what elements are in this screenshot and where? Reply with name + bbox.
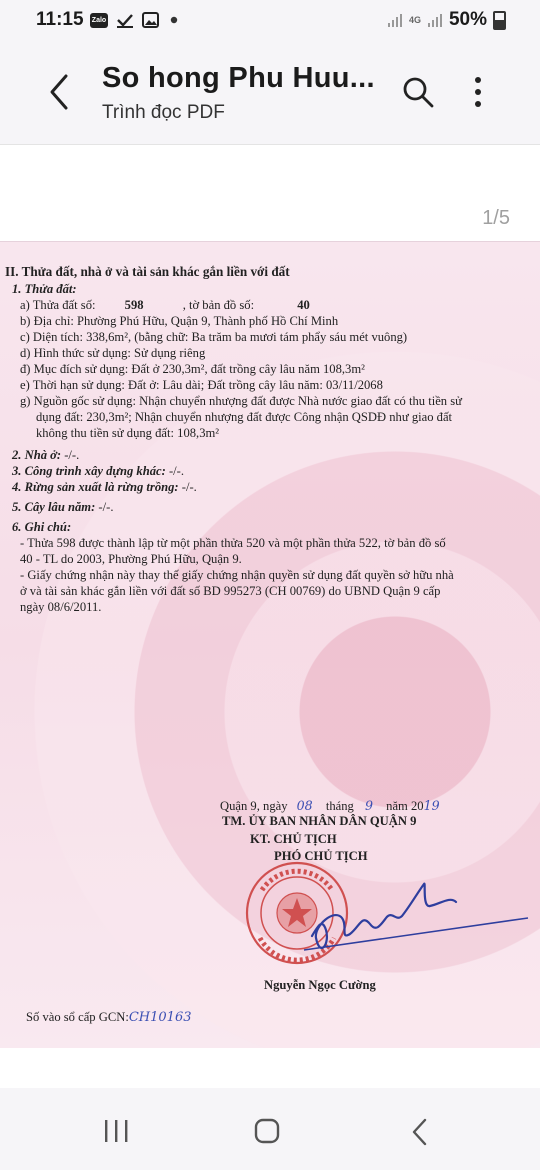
a-parcel: 598: [124, 298, 144, 312]
line-g3: không thu tiền sử dụng đất: 108,3m²: [36, 426, 220, 440]
note-2c: ngày 08/6/2011.: [20, 600, 102, 614]
line-g2: dụng đất: 230,3m²; Nhận chuyển nhượng đất được Công nhận QSDĐ như giao đất: [36, 410, 453, 424]
line-g1: g) Nguồn gốc sử dụng: Nhận chuyển nhượng đất được Nhà nước giao đất có thu tiền sử: [20, 394, 462, 408]
note-1a: - Thửa 598 được thành lập từ một phần thửa 520 và một phần thửa 522, tờ bản đồ số: [20, 536, 446, 550]
s3-value: -/-.: [165, 464, 184, 478]
image-icon: [142, 12, 159, 28]
signature-image: [300, 878, 530, 968]
s4-value: -/-.: [178, 480, 197, 494]
certificate-page: [0, 241, 540, 1048]
s3-label: 3. Công trình xây dựng khác:: [12, 464, 166, 478]
registration: [26, 1010, 191, 1025]
back-arrow-icon[interactable]: [44, 72, 78, 112]
a-map-label: , tờ bản đồ số:: [182, 298, 255, 312]
recent-apps-icon[interactable]: [102, 1118, 132, 1144]
s4-label: 4. Rừng sản xuất là rừng trồng:: [12, 480, 179, 494]
nav-back-icon[interactable]: [410, 1118, 430, 1146]
issue-date: [220, 798, 440, 814]
line-d: d) Hình thức sử dụng: Sử dụng riêng: [20, 346, 206, 360]
s5-label: 5. Cây lâu năm:: [12, 500, 96, 514]
more-vert-icon[interactable]: [466, 74, 490, 110]
line-b: b) Địa chỉ: Phường Phú Hữu, Quận 9, Thành phố Hồ Chí Minh: [20, 314, 339, 328]
note-2a: - Giấy chứng nhận này thay thế giấy chứng nhận quyền sử dụng đất quyền sở hữu nhà: [20, 568, 454, 582]
document-title: So hong Phu Huu...: [102, 62, 375, 94]
s6-heading: 6. Ghi chú:: [12, 520, 72, 534]
notification-icons: [90, 12, 181, 28]
home-icon[interactable]: [254, 1118, 280, 1144]
line-s3: [12, 464, 184, 479]
date-day: 08: [296, 798, 313, 813]
battery-percent: 50%: [448, 9, 487, 30]
app-bar: [0, 44, 540, 144]
line-c: c) Diện tích: 338,6m², (bằng chữ: Ba trăm ba mươi tám phẩy sáu mét vuông): [20, 330, 408, 344]
signal-icon: [387, 12, 403, 28]
note-1b: 40 - TL do 2003, Phường Phú Hữu, Quận 9.: [20, 552, 242, 566]
s1-heading: 1. Thửa đất:: [12, 282, 77, 296]
status-time: 11:15: [36, 9, 84, 30]
line-s2: [12, 448, 79, 463]
section-heading: II. Thửa đất, nhà ở và tài sản khác gắn liền với đất: [5, 264, 290, 279]
system-nav-bar: [0, 1088, 540, 1170]
reg-label: Số vào sổ cấp GCN:: [26, 1010, 129, 1024]
issuing-org: TM. ỦY BAN NHÂN DÂN QUẬN 9: [222, 814, 417, 828]
s2-label: 2. Nhà ở:: [12, 448, 62, 462]
line-a: [20, 298, 310, 313]
status-bar: [0, 0, 540, 44]
signer-name: Nguyễn Ngọc Cường: [264, 978, 376, 992]
line-e: e) Thời hạn sử dụng: Đất ở: Lâu dài; Đất trồng cây lâu năm: 03/11/2068: [20, 378, 383, 392]
date-month-label: tháng: [325, 799, 354, 813]
app-subtitle: Trình đọc PDF: [102, 102, 225, 123]
vice-chairman: PHÓ CHỦ TỊCH: [274, 849, 368, 863]
reg-number: CH10163: [128, 1010, 192, 1025]
date-month: 9: [365, 798, 374, 813]
s2-value: -/-.: [61, 448, 80, 462]
note-2b: ở và tài sản khác gắn liền với đất số BD 995273 (CH 00769) do UBND Quận 9 cấp: [20, 584, 441, 598]
pdf-viewer[interactable]: [0, 144, 540, 1089]
kt-chairman: KT. CHỦ TỊCH: [250, 832, 337, 846]
line-s4: [12, 480, 197, 495]
dot-icon: [167, 12, 181, 28]
signal-icon-2: [427, 12, 443, 28]
a-map-no: 40: [297, 298, 310, 312]
status-right: [387, 9, 506, 31]
page-indicator: 1/5: [482, 207, 510, 229]
a-label: a) Thửa đất số:: [20, 298, 96, 312]
network-type: 4G: [408, 15, 421, 25]
zalo-icon: Zalo: [90, 13, 108, 28]
date-prefix: Quận 9, ngày: [220, 799, 288, 813]
date-year: 19: [423, 798, 440, 813]
battery-icon: [493, 11, 506, 30]
search-icon[interactable]: [400, 74, 436, 110]
s5-value: -/-.: [95, 500, 114, 514]
check-icon: [116, 12, 134, 28]
date-year-label: năm 20: [386, 799, 424, 813]
line-dd: đ) Mục đích sử dụng: Đất ở 230,3m², đất trồng cây lâu năm 108,3m²: [20, 362, 365, 376]
line-s5: [12, 500, 113, 515]
